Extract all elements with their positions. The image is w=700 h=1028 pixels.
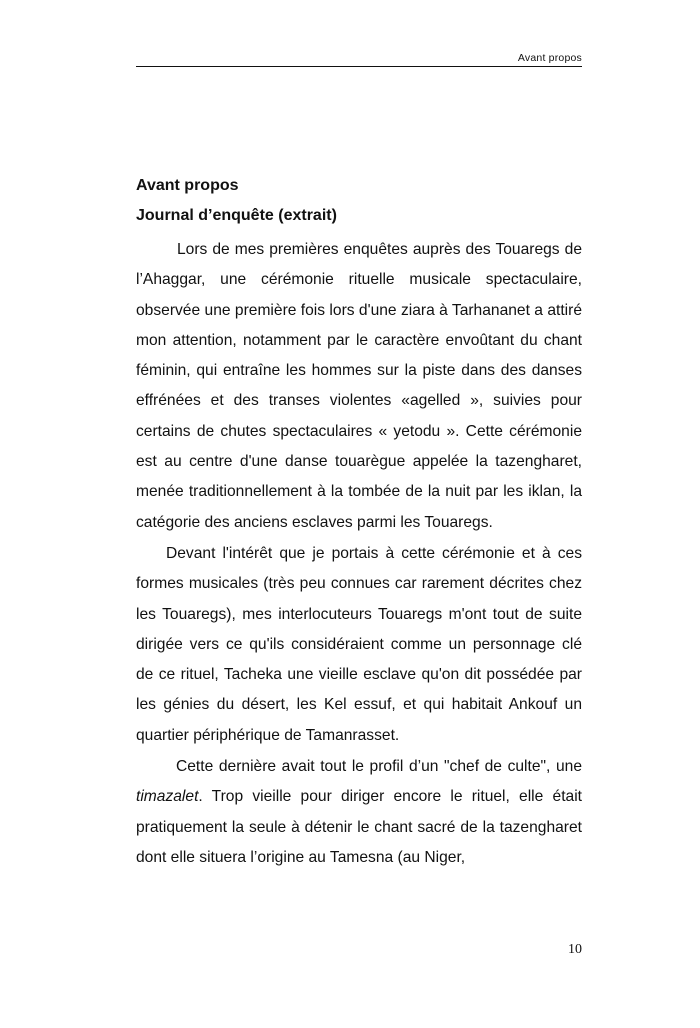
paragraph-3 bbox=[136, 752, 582, 873]
section-subtitle: Journal d’enquête (extrait) bbox=[136, 207, 337, 224]
paragraph-2: Devant l'intérêt que je portais à cette cérémonie et à ces formes musicales (très peu connues car rarement décrites chez les Touaregs), mes interlocuteurs Touaregs m'ont tout de suite dirigée vers ce qu'ils considéraient comme un personnage clé de ce rituel, Tacheka une vieille esclave qu'on dit possédée par les génies du désert, les Kel essuf, et qui habitait Ankouf un quartier périphérique de Tamanrasset. bbox=[136, 544, 582, 744]
page-content bbox=[136, 171, 582, 873]
paragraph-3-emphasis: timazalet bbox=[136, 788, 199, 806]
running-header bbox=[136, 50, 582, 67]
section-title: Avant propos bbox=[136, 177, 239, 194]
page-number: 10 bbox=[568, 942, 582, 957]
running-header-text: Avant propos bbox=[517, 52, 582, 64]
paragraph-1: Lors de mes premières enquêtes auprès des Touaregs de l’Ahaggar, une cérémonie rituelle musicale spectaculaire, observée une première fois lors d'une ziara à Tarhananet a attiré mon attention, notamment par le caractère envoûtant du chant féminin, qui entraîne les hommes sur la piste dans des danses effrénées et des transes violentes «agelled », suivies pour certains de chutes spectaculaires « yetodu ». Cette cérémonie est au centre d'une danse touarègue appelée la tazengharet, menée traditionnellement à la tombée de la nuit par les iklan, la catégorie des anciens esclaves parmi les Touaregs. bbox=[136, 241, 582, 531]
paragraph-3-text-before: Cette dernière avait tout le profil d’un "chef de culte", une bbox=[176, 758, 582, 776]
paragraph-3-text-after: . Trop vieille pour diriger encore le rituel, elle était pratiquement la seule à détenir le chant sacré de la tazengharet dont elle situera l’origine au Tamesna (au Niger, bbox=[136, 788, 582, 866]
